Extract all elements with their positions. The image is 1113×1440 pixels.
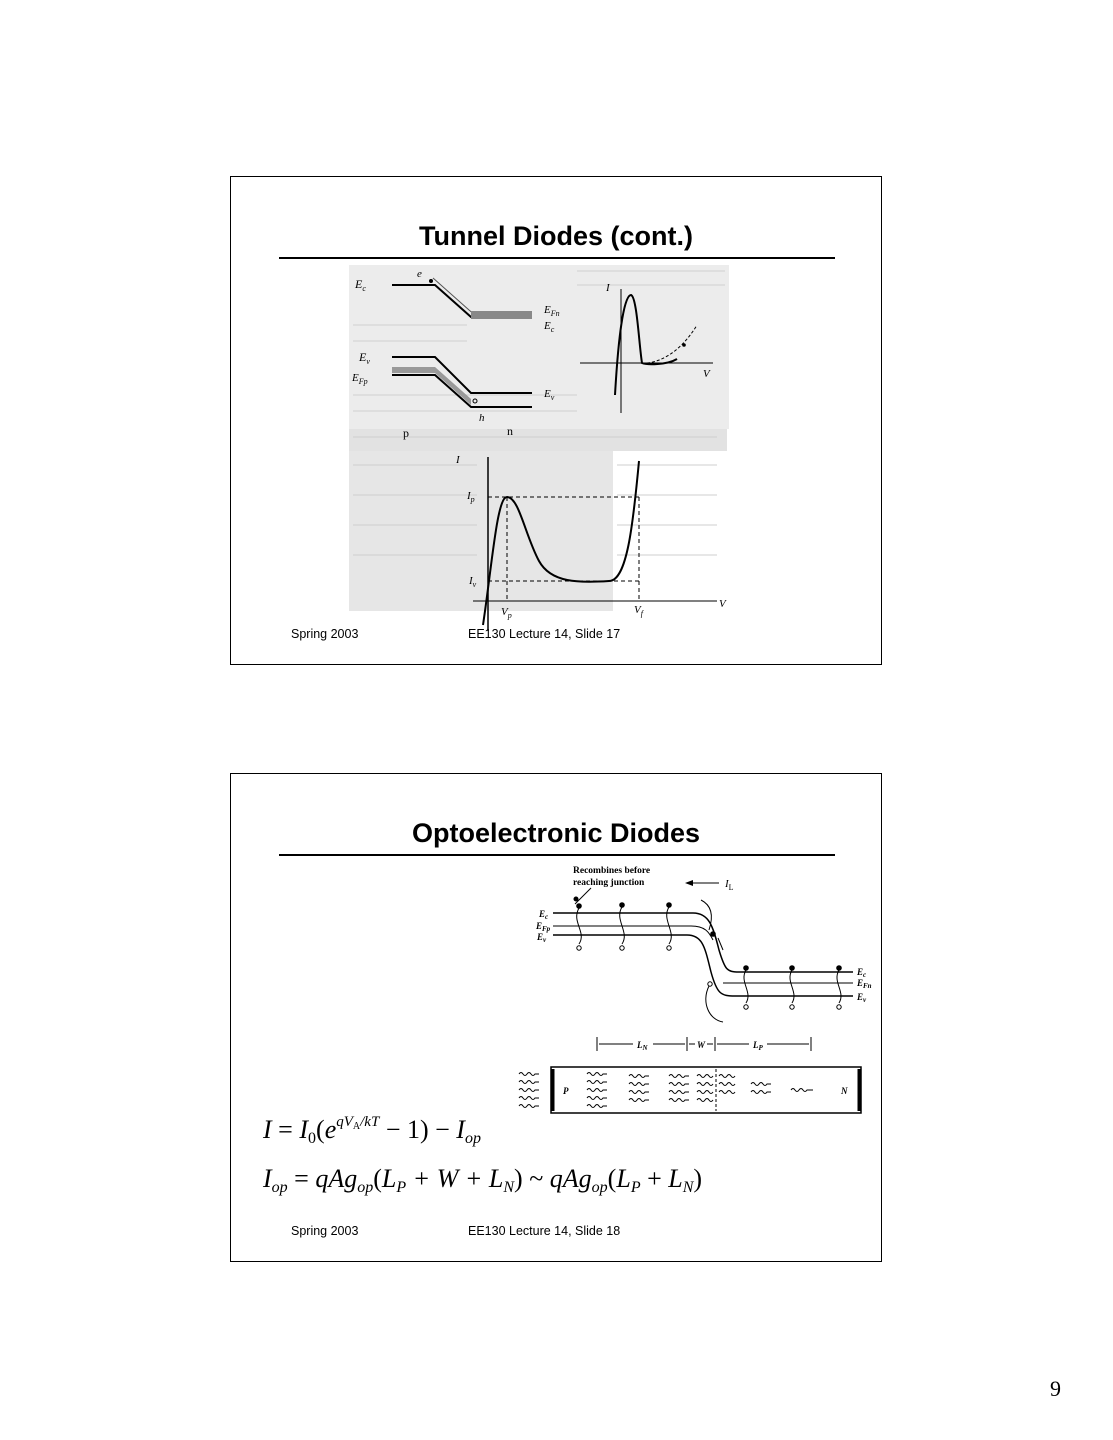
label-ec-right: $E_c$ (857, 967, 867, 979)
title-underline (279, 257, 835, 259)
label-efn: $E_{Fn}$ (544, 304, 560, 318)
label-n-side: n (507, 424, 513, 438)
label-ip: $I_p$ (467, 490, 475, 504)
label-w: W (697, 1040, 706, 1050)
hole (620, 946, 624, 950)
label-ev-right: $E_v$ (857, 992, 867, 1004)
electron (620, 903, 625, 908)
electron (577, 904, 582, 909)
label-ec-right: $E_c$ (544, 320, 555, 334)
il-label: $I_L$ (725, 878, 734, 892)
large-iv-v-label: V (719, 598, 726, 610)
small-iv-v-label: V (703, 368, 710, 380)
footer-lecture: EE130 Lecture 14, Slide 18 (468, 1224, 621, 1238)
label-hole: h (479, 412, 485, 424)
electron (744, 966, 749, 971)
device-bar (551, 1067, 861, 1113)
hole (837, 1005, 841, 1009)
hole (667, 946, 671, 950)
recombines-label-line2: reaching junction (573, 878, 645, 888)
hole (577, 946, 581, 950)
electron (429, 279, 433, 283)
slide-tunnel-diodes (230, 176, 882, 665)
footer-lecture: EE130 Lecture 14, Slide 17 (468, 627, 621, 641)
label-vf: $V_f$ (634, 604, 643, 618)
label-ev-right: $E_v$ (544, 388, 555, 402)
label-ev-left: $E_v$ (359, 350, 370, 366)
large-iv-i-label: I (456, 454, 460, 466)
diode-current-equation: $I = I_0(e^{qV_A/kT} - 1) - I_{op}$ (263, 1114, 481, 1147)
slide-title: Optoelectronic Diodes (411, 818, 701, 848)
label-p-region: P (563, 1086, 569, 1096)
label-ec-left: $E_c$ (355, 277, 366, 293)
page-number: 9 (1050, 1376, 1061, 1401)
slide-optoelectronic-diodes (230, 773, 882, 1262)
recombines-label-line1: Recombines before (573, 866, 651, 876)
n-side-filled-states (471, 311, 532, 319)
small-iv-i-label: I (606, 282, 610, 294)
hole (708, 982, 712, 986)
label-lp: $L_P$ (753, 1040, 763, 1052)
electron (667, 903, 672, 908)
label-electron: e (417, 268, 422, 280)
electron (711, 932, 716, 937)
tunnel-diode-figure (347, 265, 731, 631)
il-arrowhead (685, 880, 693, 886)
title-underline (279, 854, 835, 856)
small-iv-marker (682, 343, 686, 347)
label-ec-left: $E_c$ (539, 909, 549, 921)
scan-background-lower (349, 451, 613, 611)
label-p-side: p (403, 426, 409, 440)
efp-line (553, 926, 713, 940)
ev-band (553, 935, 853, 996)
ec-band (553, 913, 853, 972)
hole (790, 1005, 794, 1009)
optoelectronic-band-diagram (513, 862, 873, 1118)
label-efp: $E_{Fp}$ (536, 921, 551, 933)
electron (837, 966, 842, 971)
electron (790, 966, 795, 971)
label-efp: $E_{Fp}$ (352, 372, 368, 386)
label-ln: $L_N$ (637, 1040, 648, 1052)
label-n-region: N (841, 1086, 848, 1096)
hole-drift-arrow (706, 986, 723, 1022)
label-ev-left: $E_v$ (537, 932, 547, 944)
footer-date: Spring 2003 (291, 1224, 359, 1238)
label-vp: $V_p$ (501, 606, 512, 620)
label-efn: $E_{Fn}$ (857, 978, 872, 990)
photocurrent-equation: $I_{op} = qAg_{op}(L_P + W + L_N)$ ~ $qAg_{op}(L_P + L_N)$ (263, 1164, 703, 1196)
footer-date: Spring 2003 (291, 627, 359, 641)
slide-title: Tunnel Diodes (cont.) (419, 221, 693, 251)
label-iv: $I_v$ (469, 575, 477, 589)
scan-background (349, 265, 729, 429)
electron (574, 897, 578, 901)
recombines-pointer (575, 888, 591, 904)
hole (744, 1005, 748, 1009)
